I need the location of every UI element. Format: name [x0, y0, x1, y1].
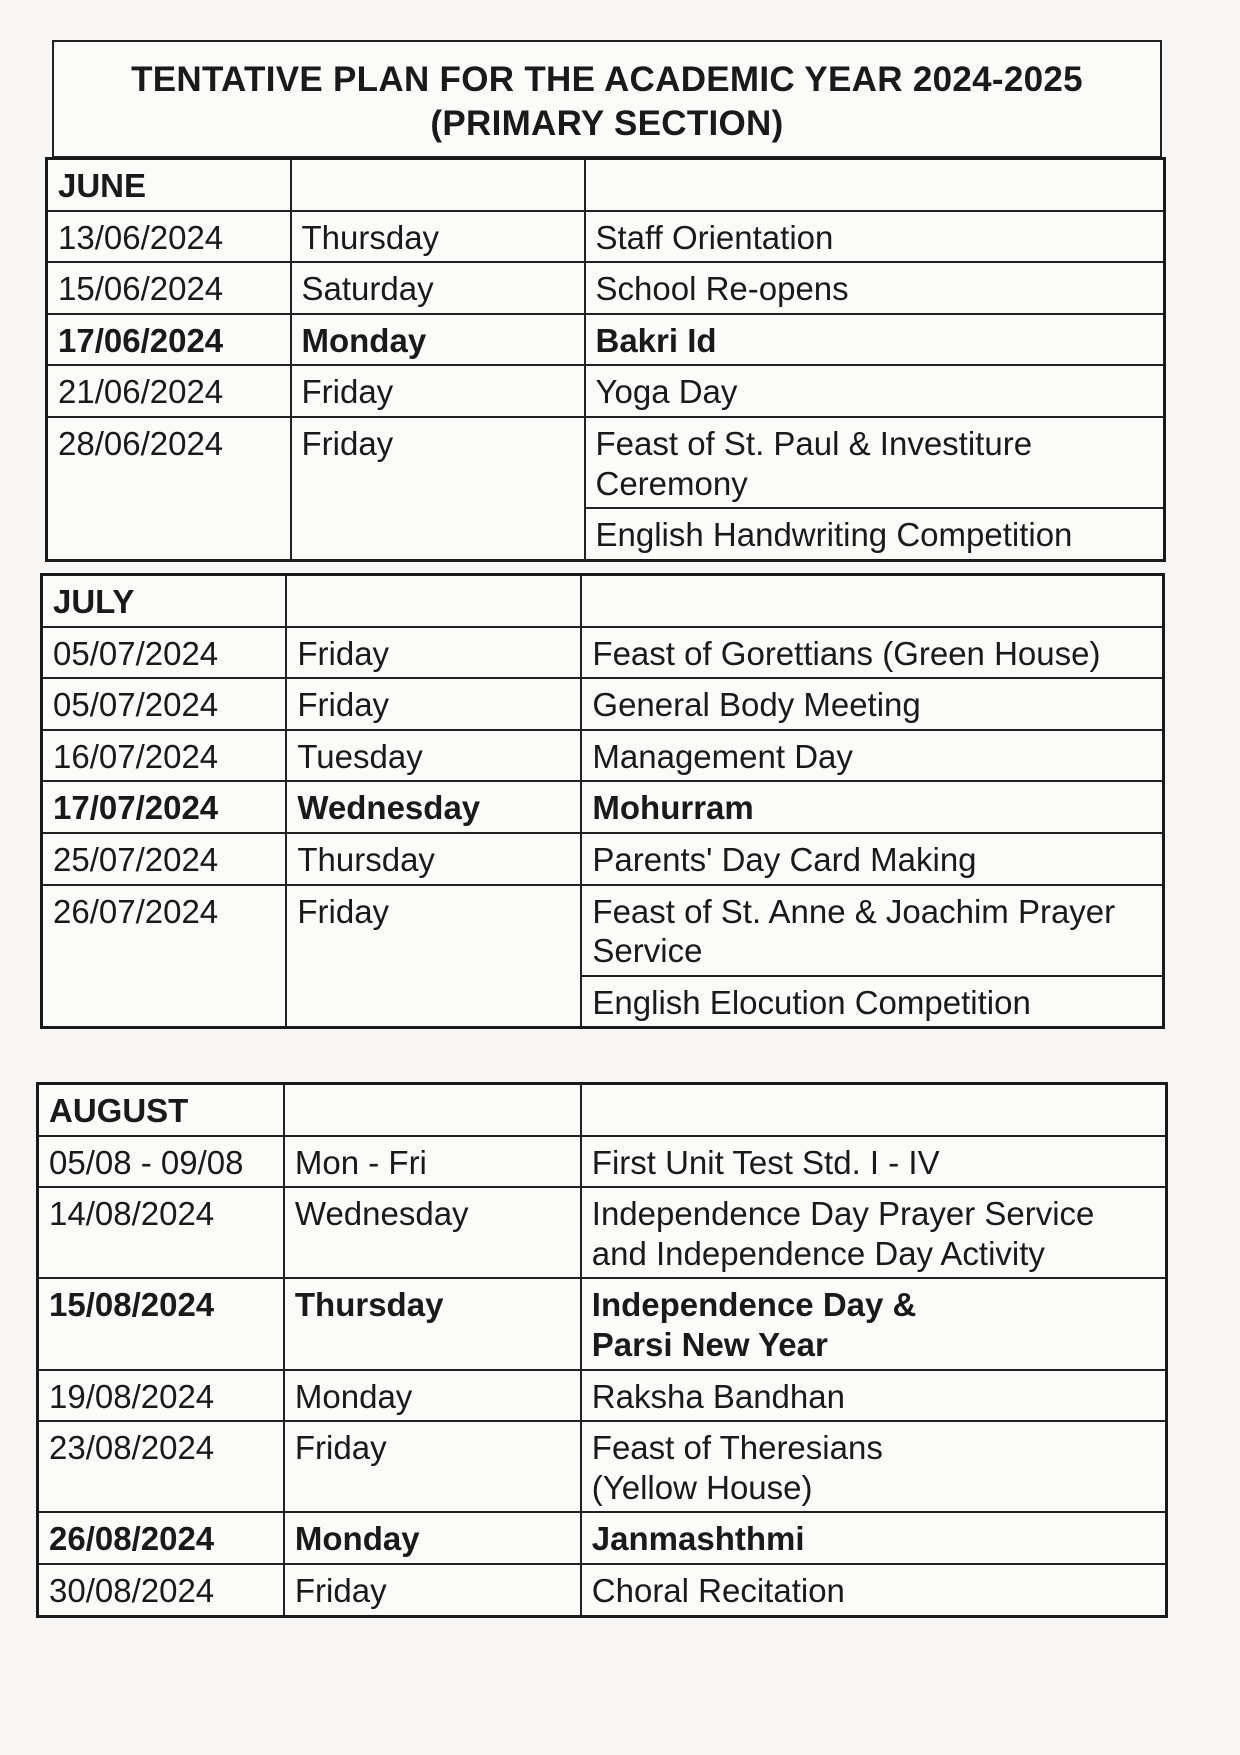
date-cell: 28/06/2024 [47, 417, 291, 560]
event-cell: Feast of St. Paul & Investiture Ceremony [585, 417, 1165, 508]
date-cell: 13/06/2024 [47, 211, 291, 263]
date-cell: 05/07/2024 [42, 627, 287, 679]
table-row [38, 1564, 1167, 1616]
august-table [36, 1082, 1168, 1618]
month-name: JUNE [47, 159, 291, 211]
july-table [40, 573, 1165, 1029]
day-cell: Saturday [291, 262, 585, 314]
date-cell: 05/08 - 09/08 [38, 1136, 284, 1188]
table-row [38, 1187, 1167, 1278]
table-row [42, 730, 1164, 782]
date-cell: 15/08/2024 [38, 1278, 284, 1369]
table-row [42, 885, 1164, 976]
table-row [38, 1136, 1167, 1188]
day-cell: Wednesday [284, 1187, 581, 1278]
empty-cell [286, 575, 581, 627]
date-cell: 23/08/2024 [38, 1421, 284, 1512]
day-cell: Monday [291, 314, 585, 366]
day-cell: Thursday [291, 211, 585, 263]
date-cell: 17/06/2024 [47, 314, 291, 366]
event-cell: Janmashthmi [581, 1512, 1167, 1564]
event-line: Parsi New Year [591, 1325, 828, 1363]
day-cell: Friday [291, 417, 585, 560]
event-line: (Yellow House) [591, 1468, 813, 1506]
day-cell: Friday [286, 885, 581, 1028]
day-cell: Wednesday [286, 781, 581, 833]
table-row [47, 417, 1165, 508]
day-cell: Thursday [286, 833, 581, 885]
title-sub: (PRIMARY SECTION) [430, 104, 784, 143]
date-cell: 05/07/2024 [42, 678, 287, 730]
date-cell: 26/07/2024 [42, 885, 287, 1028]
event-cell: Yoga Day [585, 365, 1165, 417]
document-title [52, 40, 1162, 158]
event-cell: School Re-opens [585, 262, 1165, 314]
day-cell: Friday [284, 1421, 581, 1512]
day-cell: Friday [291, 365, 585, 417]
date-cell: 15/06/2024 [47, 262, 291, 314]
day-cell: Tuesday [286, 730, 581, 782]
date-cell: 21/06/2024 [47, 365, 291, 417]
event-cell: Feast of St. Anne & Joachim Prayer Service [581, 885, 1163, 976]
empty-cell [581, 1084, 1167, 1136]
event-line: Independence Day & [591, 1286, 917, 1324]
table-row [38, 1370, 1167, 1422]
table-row [42, 833, 1164, 885]
day-cell: Mon - Fri [284, 1136, 581, 1188]
event-cell: Independence Day Prayer Service and Independence Day Activity [581, 1187, 1167, 1278]
title-main: TENTATIVE PLAN FOR THE ACADEMIC YEAR 2024-2025 [131, 60, 1083, 99]
table-row-holiday [47, 314, 1165, 366]
event-cell: Staff Orientation [585, 211, 1165, 263]
table-row [47, 262, 1165, 314]
table-row [47, 365, 1165, 417]
empty-cell [581, 575, 1163, 627]
event-cell: Mohurram [581, 781, 1163, 833]
day-cell: Friday [286, 678, 581, 730]
day-cell: Thursday [284, 1278, 581, 1369]
event-cell: English Handwriting Competition [585, 508, 1165, 560]
event-cell: General Body Meeting [581, 678, 1163, 730]
table-row-holiday [38, 1278, 1167, 1369]
table-row [47, 211, 1165, 263]
event-cell: Bakri Id [585, 314, 1165, 366]
event-cell [581, 1421, 1167, 1512]
event-cell: English Elocution Competition [581, 976, 1163, 1028]
table-row [42, 678, 1164, 730]
date-cell: 16/07/2024 [42, 730, 287, 782]
event-cell: Parents' Day Card Making [581, 833, 1163, 885]
day-cell: Friday [284, 1564, 581, 1616]
table-row-holiday [42, 781, 1164, 833]
table-row [38, 1421, 1167, 1512]
event-cell [581, 1278, 1167, 1369]
table-row-holiday [38, 1512, 1167, 1564]
table-row [42, 627, 1164, 679]
date-cell: 25/07/2024 [42, 833, 287, 885]
day-cell: Monday [284, 1512, 581, 1564]
day-cell: Monday [284, 1370, 581, 1422]
event-line: Feast of Theresians [591, 1429, 883, 1467]
empty-cell [291, 159, 585, 211]
empty-cell [585, 159, 1165, 211]
date-cell: 26/08/2024 [38, 1512, 284, 1564]
date-cell: 30/08/2024 [38, 1564, 284, 1616]
june-table [45, 157, 1166, 562]
event-cell: Feast of Gorettians (Green House) [581, 627, 1163, 679]
empty-cell [284, 1084, 581, 1136]
event-cell: Choral Recitation [581, 1564, 1167, 1616]
month-name: AUGUST [38, 1084, 284, 1136]
event-cell: Raksha Bandhan [581, 1370, 1167, 1422]
date-cell: 14/08/2024 [38, 1187, 284, 1278]
date-cell: 19/08/2024 [38, 1370, 284, 1422]
day-cell: Friday [286, 627, 581, 679]
event-cell: Management Day [581, 730, 1163, 782]
date-cell: 17/07/2024 [42, 781, 287, 833]
event-cell: First Unit Test Std. I - IV [581, 1136, 1167, 1188]
month-name: JULY [42, 575, 287, 627]
